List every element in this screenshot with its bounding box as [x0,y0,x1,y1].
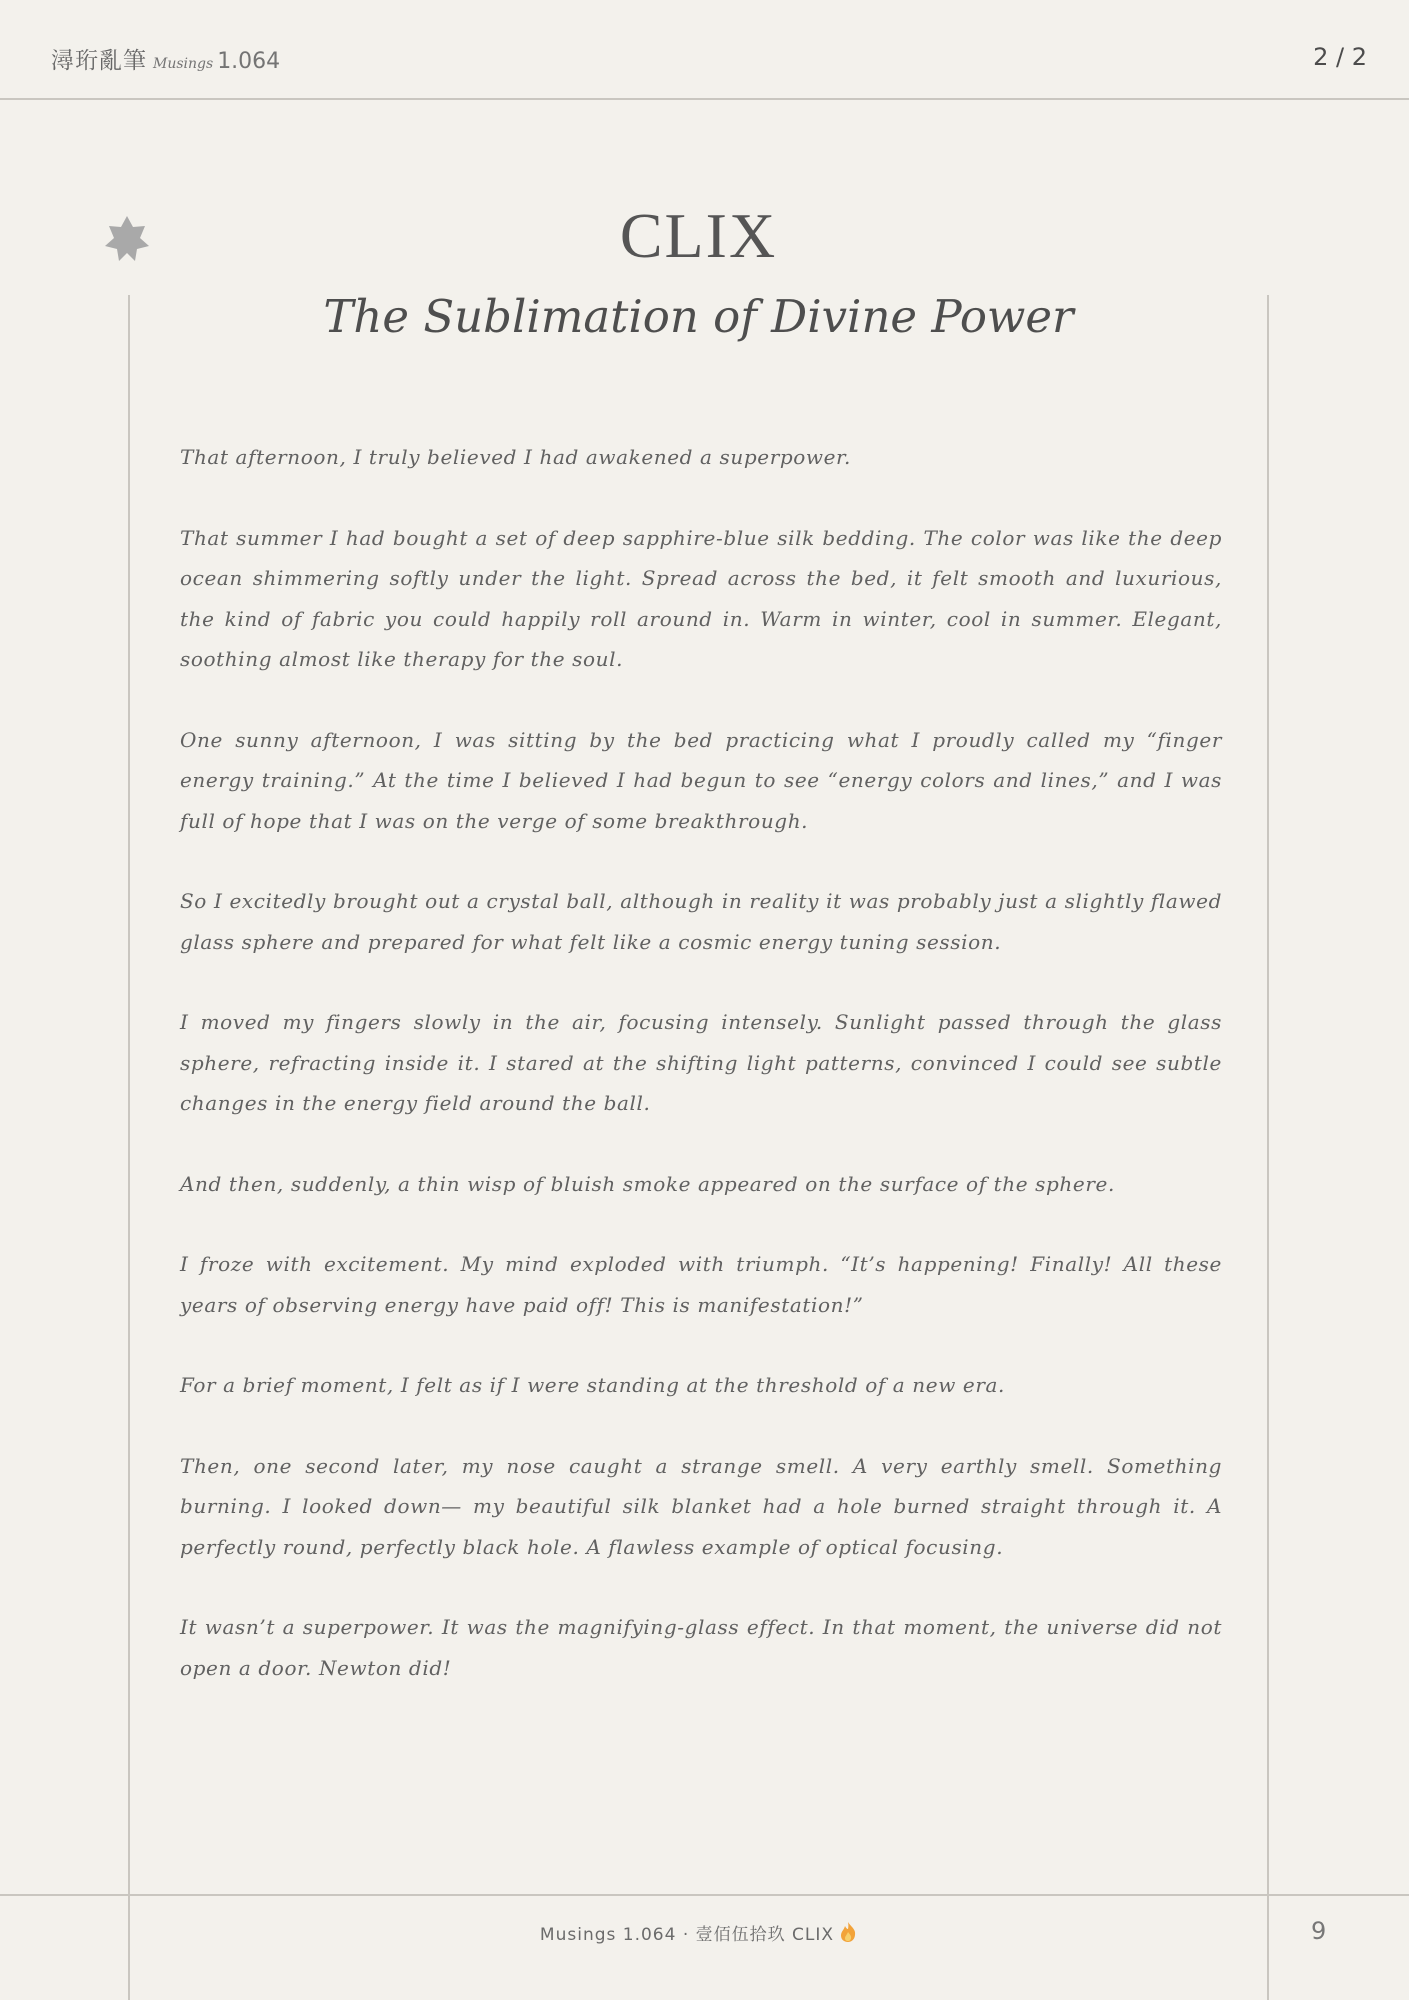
right-margin-rule [1267,295,1269,2000]
paragraph: I froze with excitement. My mind exploded with triumph. “It’s happening! Finally! All these years of observing energy have paid off! This is manifestation!” [180,1252,1222,1317]
paragraph: It wasn’t a superpower. It was the magnifying-glass effect. In that moment, the universe did not open a door. Newton did! [180,1615,1222,1680]
footer-label: Musings 1.064 · 壹佰伍拾玖 CLIX [539,1925,835,1945]
left-margin-rule [128,295,130,2000]
paragraph: So I excitedly brought out a crystal ball, although in reality it was probably just a slightly flawed glass sphere and prepared for what felt like a cosmic energy tuning session. [180,889,1222,954]
paragraph: One sunny afternoon, I was sitting by the bed practicing what I proudly called my “finger energy training.” At the time I believed I had begun to see “energy colors and lines,” and I was full of hope that I was on the verge of some breakthrough. [180,727,1222,833]
paragraph: Then, one second later, my nose caught a strange smell. A very earthly smell. Something burning. I looked down— my beautiful silk blanket had a hole burned straight through it. A perfectly round, perfectly black hole. A flawless example of optical focusing. [180,1453,1222,1559]
footer-caption [130,1920,1267,1945]
paragraph: That afternoon, I truly believed I had awakened a superpower. [180,445,851,469]
page-number: 9 [1311,1917,1327,1945]
paragraph: I moved my fingers slowly in the air, focusing intensely. Sunlight passed through the glass sphere, refracting inside it. I stared at the shifting light patterns, convinced I could see subtle changes in the energy field around the ball. [180,1010,1222,1115]
paragraph: And then, suddenly, a thin wisp of bluish smoke appeared on the surface of the sphere. [180,1171,1115,1196]
article-title: CLIX [619,200,778,271]
brand-english: Musings [153,56,214,72]
brand-logo [51,42,280,75]
brand-chinese: 潯珩亂筆 [51,48,147,74]
page-header [0,0,1409,100]
flame-icon [839,1921,857,1943]
page-count: 2 / 2 [1313,43,1367,71]
brand-number: 1.064 [217,49,281,74]
paragraph: That summer I had bought a set of deep sapphire-blue silk bedding. The color was like the deep ocean shimmering softly under the light. Spread across the bed, it felt smooth and luxurious, the kind of fabric you could happily roll around in. Warm in winter, cool in summer. Elegant, soothing almost like therapy for the soul. [180,525,1222,671]
paragraph: For a brief moment, I felt as if I were standing at the threshold of a new era. [180,1373,1005,1397]
article-subtitle: The Sublimation of Divine Power [323,290,1074,343]
footer-divider [0,1894,1409,1896]
article-body [180,437,1222,1728]
